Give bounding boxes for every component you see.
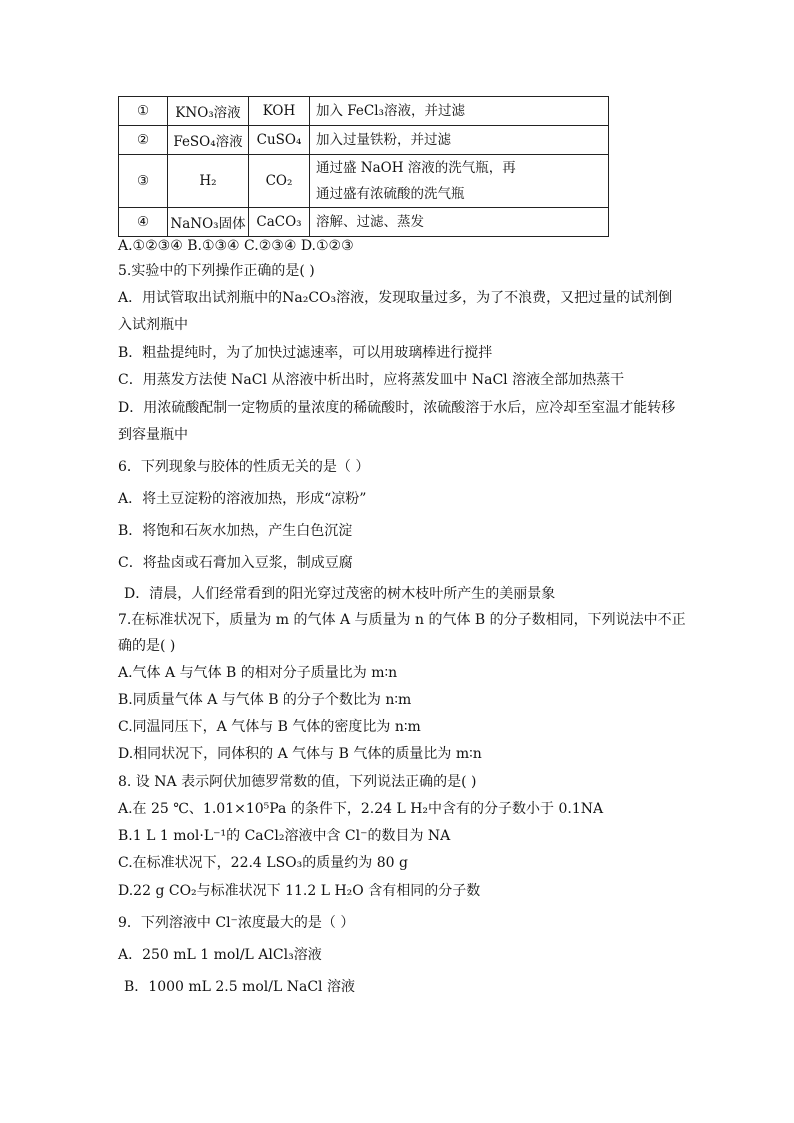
q5-option-a-line2: 入试剂瓶中 (118, 317, 188, 333)
impurity-cell: CO₂ (249, 155, 310, 208)
method-cell (310, 126, 609, 155)
q5-option-a-line1: A．用试管取出试剂瓶中的Na₂CO₃溶液，发现取量过多，为了不浪费，又把过量的试剂倒 (118, 290, 673, 306)
method-line: 溶解、过滤、蒸发 (316, 214, 424, 230)
substance-cell: FeSO₄溶液 (168, 126, 249, 155)
method-line: 通过盛有浓硫酸的洗气瓶 (316, 186, 465, 202)
row-number: ③ (119, 155, 168, 208)
q8-option-a: A.在 25 ℃、1.01×10⁵Pa 的条件下，2.24 L H₂中含有的分子数小于 0.1NA (118, 801, 604, 817)
method-cell (310, 97, 609, 126)
q7-option-a: A.气体 A 与气体 B 的相对分子质量比为 m∶n (118, 665, 398, 681)
q7-option-c: C.同温同压下，A 气体与 B 气体的密度比为 n∶m (118, 719, 421, 735)
method-cell (310, 208, 609, 237)
table-row (119, 97, 609, 126)
q8-option-d: D.22 g CO₂与标准状况下 11.2 L H₂O 含有相同的分子数 (118, 883, 481, 899)
q6-stem: 6．下列现象与胶体的性质无关的是（ ） (118, 459, 370, 475)
q7-option-b: B.同质量气体 A 与气体 B 的分子个数比为 n∶m (118, 692, 412, 708)
q9-option-a: A．250 mL 1 mol/L AlCl₃溶液 (118, 947, 322, 963)
q5-stem: 5.实验中的下列操作正确的是( ) (118, 263, 315, 279)
q9-stem: 9．下列溶液中 Cl⁻浓度最大的是（ ） (118, 915, 355, 931)
q6-option-d: D．清晨，人们经常看到的阳光穿过茂密的树木枝叶所产生的美丽景象 (124, 586, 556, 602)
impurity-cell: CuSO₄ (249, 126, 310, 155)
q7-option-d: D.相同状况下，同体积的 A 气体与 B 气体的质量比为 m∶n (118, 746, 482, 762)
table-row (119, 155, 609, 208)
q5-option-c: C．用蒸发方法使 NaCl 从溶液中析出时，应将蒸发皿中 NaCl 溶液全部加热蒸干 (118, 372, 625, 388)
q9-option-b: B．1000 mL 2.5 mol/L NaCl 溶液 (124, 979, 355, 995)
impurity-cell: CaCO₃ (249, 208, 310, 237)
row-number: ② (119, 126, 168, 155)
method-cell (310, 155, 609, 208)
q5-option-d-line1: D．用浓硫酸配制一定物质的量浓度的稀硫酸时，浓硫酸溶于水后，应冷却至室温才能转移 (118, 400, 676, 416)
q5-option-d-line2: 到容量瓶中 (118, 427, 188, 443)
impurity-removal-table (118, 96, 609, 237)
substance-cell: KNO₃溶液 (168, 97, 249, 126)
method-line: 通过盛 NaOH 溶液的洗气瓶，再 (316, 160, 516, 176)
q6-option-b: B．将饱和石灰水加热，产生白色沉淀 (118, 523, 353, 539)
q6-option-a: A．将土豆淀粉的溶液加热，形成“凉粉” (118, 491, 367, 507)
impurity-cell: KOH (249, 97, 310, 126)
q5-option-b: B．粗盐提纯时，为了加快过滤速率，可以用玻璃棒进行搅拌 (118, 345, 493, 361)
table-row (119, 126, 609, 155)
method-line: 加入 FeCl₃溶液，并过滤 (316, 103, 465, 119)
q8-option-b: B.1 L 1 mol·L⁻¹的 CaCl₂溶液中含 Cl⁻的数目为 NA (118, 828, 451, 844)
substance-cell: NaNO₃固体 (168, 208, 249, 237)
row-number: ④ (119, 208, 168, 237)
q7-stem-line1: 7.在标准状况下，质量为 m 的气体 A 与质量为 n 的气体 B 的分子数相同，下列说法中不正 (118, 612, 686, 628)
table-row (119, 208, 609, 237)
q6-option-c: C．将盐卤或石膏加入豆浆，制成豆腐 (118, 555, 353, 571)
substance-cell: H₂ (168, 155, 249, 208)
q7-stem-line2: 确的是( ) (118, 638, 176, 654)
row-number: ① (119, 97, 168, 126)
q8-option-c: C.在标准状况下，22.4 LSO₃的质量约为 80 g (118, 855, 408, 871)
q8-stem: 8. 设 NA 表示阿伏加德罗常数的值，下列说法正确的是( ) (118, 774, 477, 790)
q4-answer-options: A.①②③④ B.①③④ C.②③④ D.①②③ (118, 238, 354, 254)
method-line: 加入过量铁粉，并过滤 (316, 132, 451, 148)
